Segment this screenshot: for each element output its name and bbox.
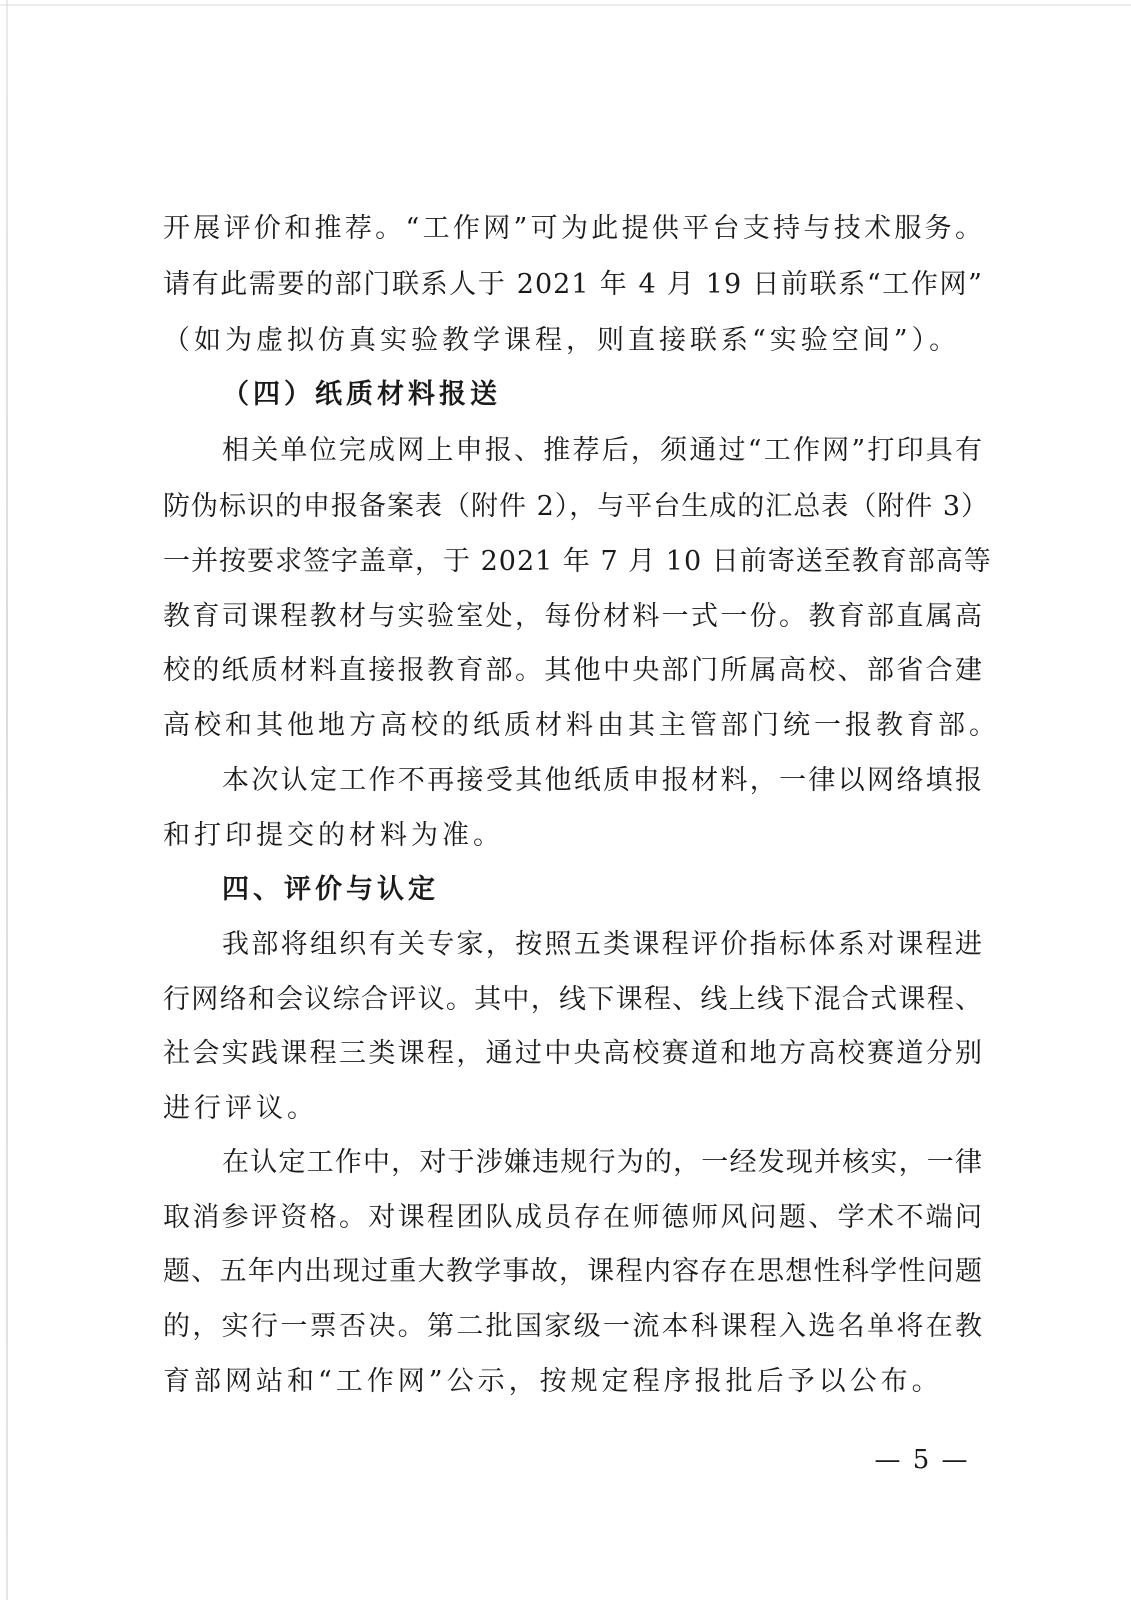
paragraph-4-line-4: 进行评议。 <box>163 1093 318 1124</box>
paragraph-3-line-1: 本次认定工作不再接受其他纸质申报材料，一律以网络填报 <box>222 765 983 796</box>
paragraph-5-line-5: 育部网站和“工作网”公示，按规定程序报批后予以公布。 <box>163 1366 943 1397</box>
section-4-heading: （四）纸质材料报送 <box>222 379 501 410</box>
paragraph-1-line-3: （如为虚拟仿真实验教学课程，则直接联系“实验空间”）。 <box>163 325 961 356</box>
paragraph-2-line-4: 教育司课程教材与实验室处，每份材料一式一份。教育部直属高 <box>163 601 983 632</box>
paragraph-2-line-3: 一并按要求签字盖章，于 2021 年 7 月 10 日前寄送至教育部高等 <box>163 546 992 577</box>
paragraph-2-line-2: 防伪标识的申报备案表（附件 2），与平台生成的汇总表（附件 3） <box>163 491 990 522</box>
paragraph-5-line-1: 在认定工作中，对于涉嫌违规行为的，一经发现并核实，一律 <box>222 1147 983 1178</box>
paragraph-2-line-1: 相关单位完成网上申报、推荐后，须通过“工作网”打印具有 <box>222 435 983 466</box>
paragraph-5-line-4: 的，实行一票否决。第二批国家级一流本科课程入选名单将在教 <box>163 1311 983 1342</box>
chapter-4-heading: 四、评价与认定 <box>222 874 439 905</box>
paragraph-4-line-1: 我部将组织有关专家，按照五类课程评价指标体系对课程进 <box>222 929 983 960</box>
paragraph-1-line-1: 开展评价和推荐。“工作网”可为此提供平台支持与技术服务。 <box>163 213 983 244</box>
paragraph-4-line-2: 行网络和会议综合评议。其中，线下课程、线上线下混合式课程、 <box>163 984 983 1015</box>
paragraph-2-line-5: 校的纸质材料直接报教育部。其他中央部门所属高校、部省合建 <box>163 655 983 686</box>
paragraph-3-line-2: 和打印提交的材料为准。 <box>163 820 504 851</box>
paragraph-5-line-2: 取消参评资格。对课程团队成员存在师德师风问题、学术不端问 <box>163 1202 983 1233</box>
page-number: — 5 — <box>874 1445 970 1475</box>
paragraph-4-line-3: 社会实践课程三类课程，通过中央高校赛道和地方高校赛道分别 <box>163 1038 983 1069</box>
paragraph-2-line-6: 高校和其他地方高校的纸质材料由其主管部门统一报教育部。 <box>163 710 1000 741</box>
paragraph-5-line-3: 题、五年内出现过重大教学事故，课程内容存在思想性科学性问题 <box>163 1256 983 1287</box>
paragraph-1-line-2: 请有此需要的部门联系人于 2021 年 4 月 19 日前联系“工作网” <box>163 269 983 300</box>
